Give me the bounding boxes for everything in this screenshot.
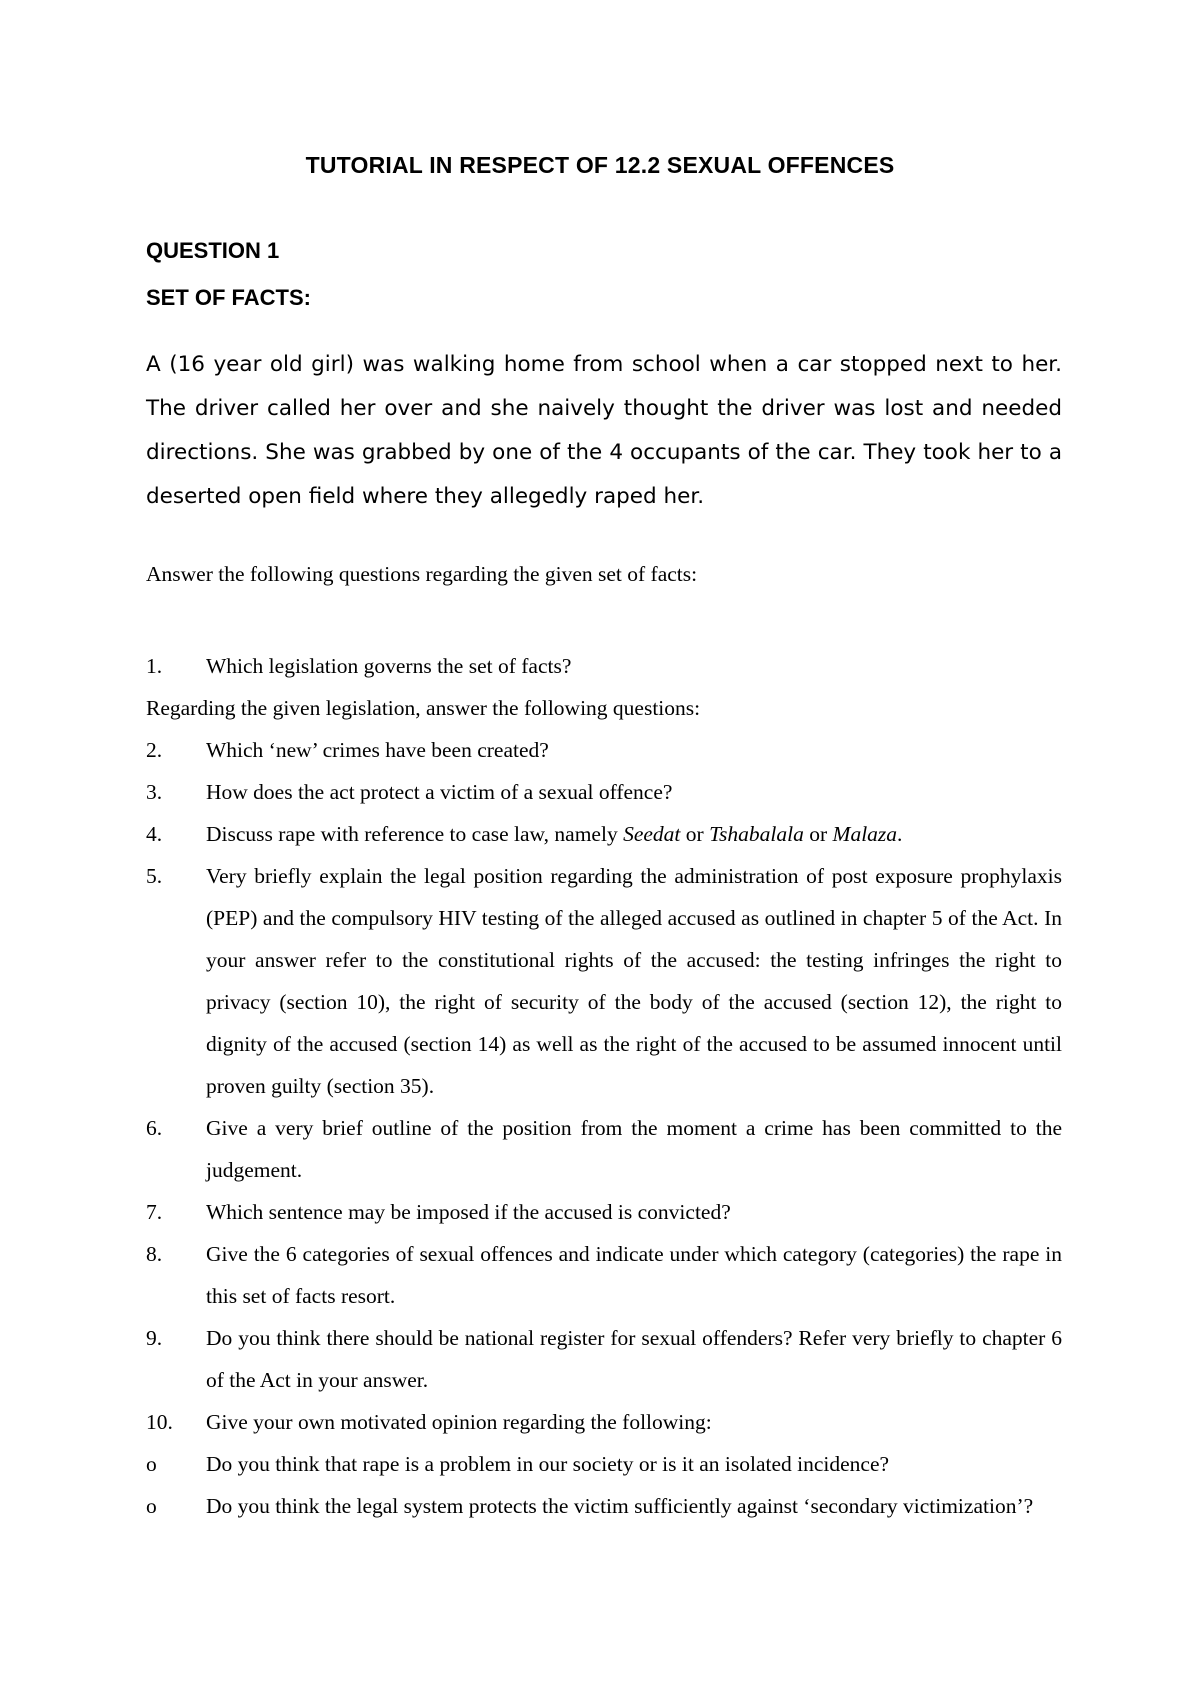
question-item [146, 813, 1062, 855]
document-title: TUTORIAL IN RESPECT OF 12.2 SEXUAL OFFENCES [305, 152, 895, 178]
sub-question-item [146, 1485, 1062, 1527]
question-item [146, 1233, 1062, 1317]
conjunction: or [803, 822, 833, 846]
question-text: Do you think there should be national register for sexual offenders? Refer very briefly to chapter 6 of the Act in your answer. [206, 1326, 1062, 1392]
question-item [146, 1401, 1062, 1443]
sub-question-text: Do you think that rape is a problem in our society or is it an isolated incidence? [206, 1452, 890, 1476]
facts-heading: SET OF FACTS: [146, 285, 311, 310]
question-number: 3. [146, 780, 163, 804]
question-text [206, 813, 1062, 855]
question-item [146, 771, 1062, 813]
question-text: Give your own motivated opinion regarding the following: [206, 1410, 712, 1434]
question-item [146, 1191, 1062, 1233]
question-number: 1. [146, 654, 163, 678]
question-number: 9. [146, 1326, 163, 1350]
bullet-marker: o [146, 1452, 157, 1476]
question-item [146, 645, 1062, 687]
question-text: Which legislation governs the set of facts? [206, 654, 572, 678]
question-text: Which ‘new’ crimes have been created? [206, 738, 549, 762]
question-list [146, 645, 1062, 1527]
question-item [146, 1317, 1062, 1401]
bullet-marker: o [146, 1494, 157, 1518]
question-number: 4. [146, 822, 163, 846]
question-text: Which sentence may be imposed if the accused is convicted? [206, 1200, 731, 1224]
question-text: How does the act protect a victim of a sexual offence? [206, 780, 673, 804]
question-number: 6. [146, 1116, 163, 1140]
question-item [146, 1107, 1062, 1191]
question-number: 7. [146, 1200, 163, 1224]
sentence-end: . [897, 822, 903, 846]
question-number: 10. [146, 1410, 173, 1434]
question-text: Give the 6 categories of sexual offences and indicate under which category (categories) the rape in this set of facts resort. [206, 1242, 1062, 1308]
sub-question-item [146, 1443, 1062, 1485]
conjunction: or [680, 822, 710, 846]
question-text-part: Discuss rape with reference to case law, namely [206, 822, 624, 846]
case-name: Malaza [832, 822, 898, 846]
question-heading: QUESTION 1 [146, 238, 280, 263]
question-text: Give a very brief outline of the position from the moment a crime has been committed to the judgement. [206, 1116, 1062, 1182]
question-number: 2. [146, 738, 163, 762]
case-name: Seedat [623, 822, 681, 846]
questions-intro: Answer the following questions regarding the given set of facts: [146, 562, 698, 586]
question-text: Very briefly explain the legal position regarding the administration of post exposure prophylaxis (PEP) and the compulsory HIV testing of the alleged accused as outlined in chapter 5 of the Act. In your answer refer to the constitutional rights of the accused: the testing infringes the right to privacy (section 10), the right of security of the body of the accused (section 12), the right to dignity of the accused (section 14) as well as the right of the accused to be assumed innocent until proven guilty (section 35). [206, 864, 1062, 1098]
question-number: 5. [146, 864, 163, 888]
facts-paragraph: A (16 year old girl) was walking home from school when a car stopped next to her. The driver called her over and she naively thought the driver was lost and needed directions. She was grabbed by one of the 4 occupants of the car. They took her to a deserted open field where they allegedly raped her. [146, 352, 1062, 509]
question-item [146, 729, 1062, 771]
sub-question-text: Do you think the legal system protects the victim sufficiently against ‘secondary victimization’? [206, 1494, 1034, 1518]
question-number: 8. [146, 1242, 163, 1266]
case-name: Tshabalala [709, 822, 804, 846]
legislation-intro: Regarding the given legislation, answer the following questions: [146, 696, 701, 720]
question-item [146, 855, 1062, 1107]
